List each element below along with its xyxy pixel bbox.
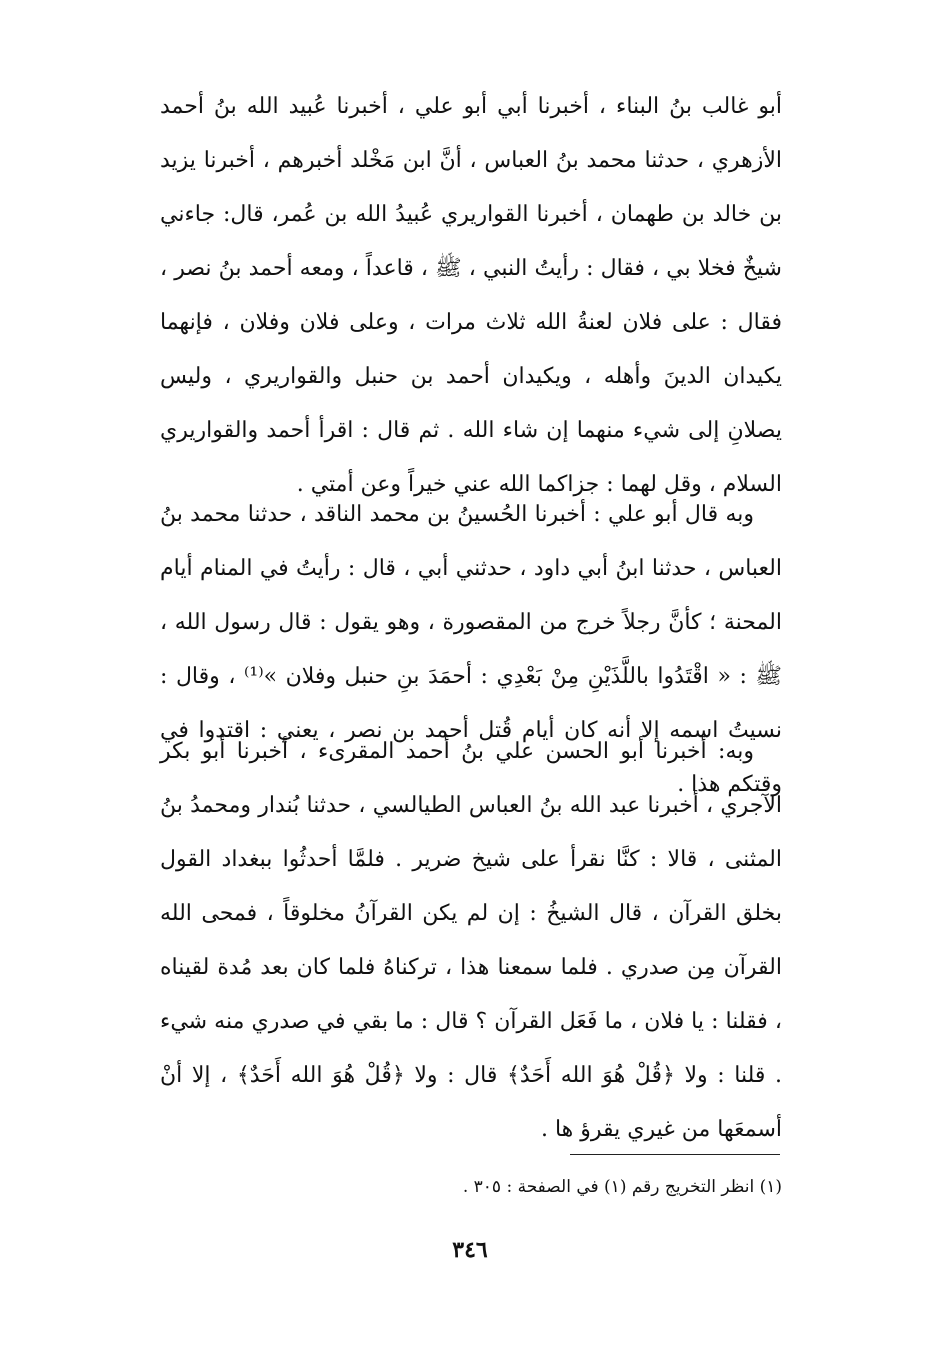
footnote-divider [570,1154,780,1155]
page-number: ٣٤٦ [452,1237,488,1263]
paragraph-1-block [160,80,782,512]
paragraph-3-block [160,725,782,1157]
paragraph-1: أبو غالب بنُ البناء ، أخبرنا أبي أبو علي ، أخبرنا عُبيد الله بنُ أحمد الأزهري ، حدثنا محمد بنُ العباس ، أنَّ ابن مَخْلد أخبرهم ، أخبرنا يزيد بن خالد بن طهمان ، أخبرنا القواريري عُبيدُ الله بن عُمر، قال: جاءني شيخٌ فخلا بي ، فقال : رأيتُ النبي ، ﷺ ، قاعداً ، ومعه أحمد بنُ نصر ، فقال : على فلان لعنةُ الله ثلاث مرات ، وعلى فلان وفلان ، فإنهما يكيدان الدينَ وأهله ، ويكيدان أحمد بن حنبل والقواريري ، وليس يصلانِ إلى شيء منهما إن شاء الله . ثم قال : اقرأ أحمد والقواريري السلام ، وقل لهما : جزاكما الله عني خيراً وعن أمتي . [160,94,782,497]
paragraph-3: وبه: أخبرنا أبو الحسن علي بنُ أحمد المقرىء ، أخبرنا أبو بكر الآجري ، أخبرنا عبد الله بنُ العباس الطيالسي ، حدثنا بُندار ومحمدُ بنُ المثنى ، قالا : كنَّا نقرأ على شيخ ضرير . فلمَّا أحدثُوا ببغداد القول بخلق القرآن ، قال الشيخُ : إن لم يكن القرآنُ مخلوقاً ، فمحى الله القرآن مِن صدري . فلما سمعنا هذا ، تركناهُ فلما كان بعد مُدة لقيناه ، فقلنا : يا فلان ، ما فَعَل القرآن ؟ قال : ما بقي في صدري منه شيء . قلنا : ولا ﴿قُلْ هُوَ الله أَحَدٌ﴾ قال : ولا ﴿قُلْ هُوَ الله أَحَدٌ﴾ ، إلا أنْ أسمعَها من غيري يقرؤ ها . [160,739,782,1142]
paragraph-2: وبه قال أبو علي : أخبرنا الحُسينُ بن محمد الناقد ، حدثنا محمد بنُ العباس ، حدثنا ابنُ أبي داود ، حدثني أبي ، قال : رأيتُ في المنام أيام المحنة ؛ كأنَّ رجلاً خرج من المقصورة ، وهو يقول : قال رسول الله ، ﷺ : « اقْتَدُوا باللَّذَيْنِ مِنْ بَعْدِي : أحمَدَ بنِ حنبل وفلان »⁽¹⁾ ، وقال : نسيتُ اسمه إلا أنه كان أيام قُتل أحمد بن نصر ، يعني : اقتدوا في وقتكم هذا . [160,502,782,797]
footnote: (١) انظر التخريج رقم (١) في الصفحة : ٣٠٥ . [462,1177,782,1197]
